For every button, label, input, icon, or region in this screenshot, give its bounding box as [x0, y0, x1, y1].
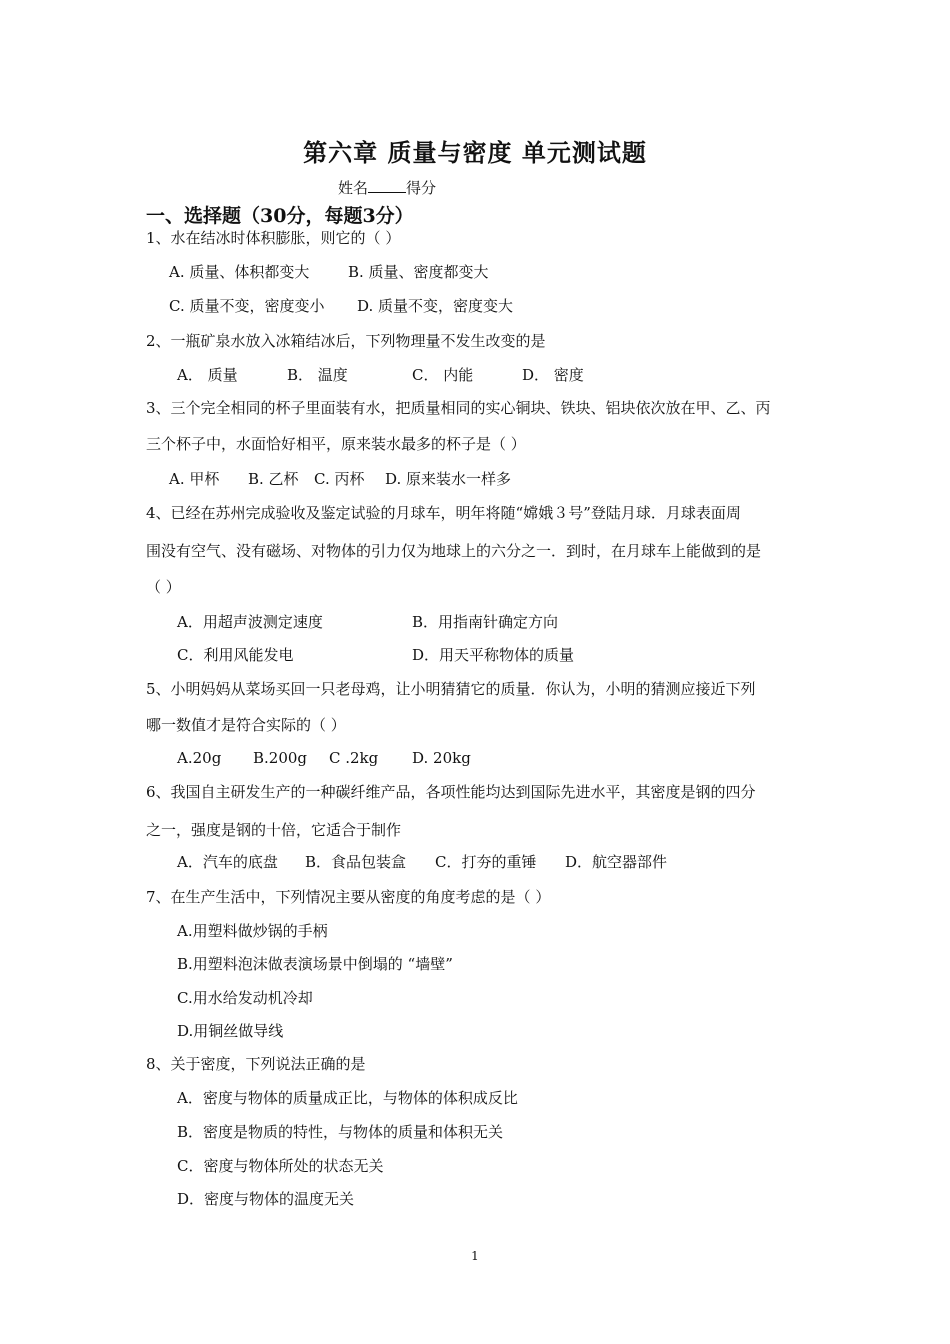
question-3-stem-line-2: 三个杯子中，水面恰好相平，原来装水最多的杯子是（ ） [146, 435, 526, 453]
question-5-stem-line-1: 5、小明妈妈从菜场买回一只老母鸡，让小明猜猜它的质量．你认为，小明的猜测应接近下列 [146, 680, 756, 698]
question-3-option-c: C. 丙杯 [314, 470, 365, 488]
question-8-option-a: A．密度与物体的质量成正比，与物体的体积成反比 [177, 1089, 518, 1107]
page-number: 1 [471, 1249, 479, 1263]
question-8-stem: 8、关于密度，下列说法正确的是 [146, 1055, 366, 1073]
question-1-option-b: B. 质量、密度都变大 [348, 263, 489, 281]
name-score-line [338, 177, 436, 198]
name-label: 姓名 [338, 179, 369, 197]
question-4-option-c: C．利用风能发电 [177, 646, 294, 664]
question-2-option-a: A． 质量 [177, 366, 238, 384]
question-7-option-c: C.用水给发动机冷却 [177, 989, 313, 1007]
question-1-option-d: D. 质量不变，密度变大 [357, 297, 514, 315]
question-2-option-c: C． 内能 [412, 366, 474, 384]
question-8-option-d: D．密度与物体的温度无关 [177, 1190, 355, 1208]
question-1-option-a: A. 质量、体积都变大 [169, 263, 310, 281]
question-6-option-a: A．汽车的底盘 [177, 853, 278, 871]
question-6-stem-line-1: 6、我国自主研发生产的一种碳纤维产品，各项性能均达到国际先进水平，其密度是钢的四分 [146, 783, 756, 801]
question-5-stem-line-2: 哪一数值才是符合实际的（ ） [146, 716, 346, 734]
question-3-option-a: A. 甲杯 [169, 470, 220, 488]
question-6-option-d: D．航空器部件 [565, 853, 668, 871]
question-6-stem-line-2: 之一，强度是钢的十倍，它适合于制作 [146, 821, 402, 839]
score-label: 得分 [406, 179, 437, 197]
question-6-option-b: B．食品包装盒 [305, 853, 407, 871]
question-4-stem-line-1: 4、已经在苏州完成验收及鉴定试验的月球车，明年将随“嫦娥３号”登陆月球．月球表面周 [146, 504, 741, 522]
question-6-option-c: C．打夯的重锤 [435, 853, 537, 871]
question-1-stem: 1、水在结冰时体积膨胀，则它的（ ） [146, 229, 401, 247]
question-7-stem: 7、在生产生活中，下列情况主要从密度的角度考虑的是（ ） [146, 888, 551, 906]
question-2-option-d: D． 密度 [522, 366, 584, 384]
question-8-option-c: C．密度与物体所处的状态无关 [177, 1157, 384, 1175]
question-7-option-b: B.用塑料泡沫做表演场景中倒塌的 “墙壁” [177, 955, 453, 973]
question-7-option-a: A.用塑料做炒锅的手柄 [177, 922, 328, 940]
question-4-stem-line-3: （ ） [146, 578, 181, 596]
question-4-option-b: B．用指南针确定方向 [412, 613, 559, 631]
question-3-stem-line-1: 3、三个完全相同的杯子里面装有水，把质量相同的实心铜块、铁块、铝块依次放在甲、乙、丙 [146, 399, 771, 417]
page-title: 第六章 质量与密度 单元测试题 [303, 138, 647, 167]
question-7-option-d: D.用铜丝做导线 [177, 1022, 284, 1040]
question-4-stem-line-2: 围没有空气、没有磁场、对物体的引力仅为地球上的六分之一．到时，在月球车上能做到的是 [146, 542, 762, 560]
question-8-option-b: B．密度是物质的特性，与物体的质量和体积无关 [177, 1123, 504, 1141]
question-3-option-d: D. 原来装水一样多 [385, 470, 512, 488]
question-4-option-d: D．用天平称物体的质量 [412, 646, 575, 664]
question-5-option-b: B.200g [253, 749, 308, 767]
question-1-option-c: C. 质量不变，密度变小 [169, 297, 325, 315]
question-5-option-d: D. 20kg [412, 749, 471, 767]
question-4-option-a: A．用超声波测定速度 [177, 613, 323, 631]
question-2-stem: 2、一瓶矿泉水放入冰箱结冰后，下列物理量不发生改变的是 [146, 332, 546, 350]
question-3-option-b: B. 乙杯 [248, 470, 299, 488]
section-heading: 一、选择题（30分，每题3分） [146, 205, 414, 227]
name-blank [368, 178, 406, 193]
question-5-option-a: A.20g [177, 749, 222, 767]
question-5-option-c: C .2kg [329, 749, 379, 767]
question-2-option-b: B． 温度 [287, 366, 348, 384]
